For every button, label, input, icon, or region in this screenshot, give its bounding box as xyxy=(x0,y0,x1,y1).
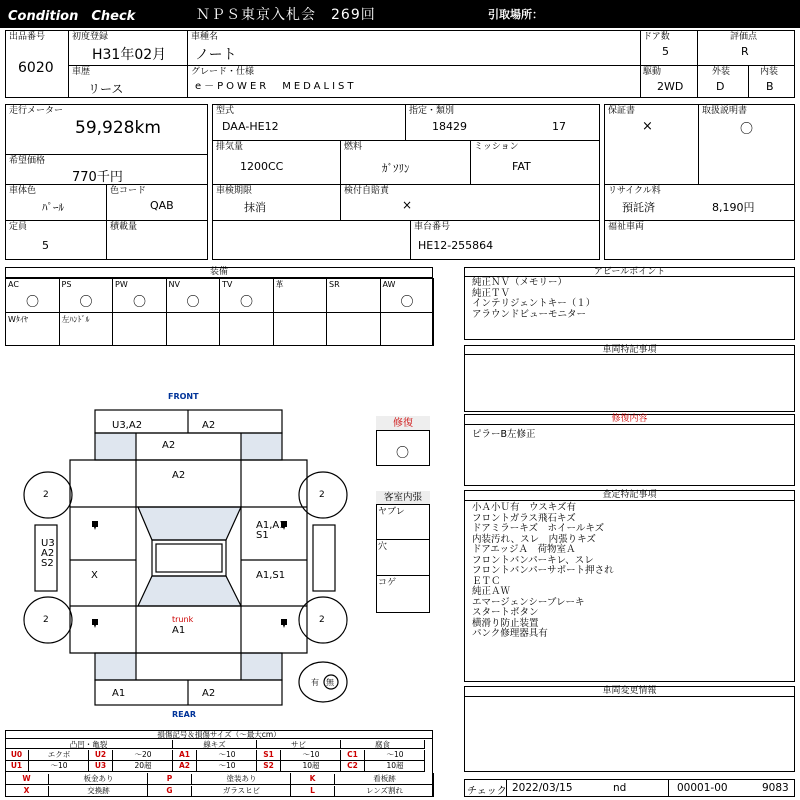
legend-meaning: ～10 xyxy=(302,750,320,759)
legend-symbol: W xyxy=(5,774,49,784)
header-title: Condition Check xyxy=(8,9,136,24)
repair-content-title: 修復内容 xyxy=(464,414,795,425)
inspection-note-line: ドアエッジＡ 荷物室Ａ xyxy=(472,544,576,555)
tire-rear-left: 2 xyxy=(43,615,49,625)
legend-symbol: L xyxy=(291,786,335,796)
repair-content: ピラーB左修正 xyxy=(472,429,536,440)
lot-number: 6020 xyxy=(18,60,54,76)
document-number: 9083 xyxy=(762,782,789,794)
pickup-label: 引取場所： xyxy=(488,8,543,21)
cabin-item-hole: 穴 xyxy=(378,542,388,552)
legend-symbol: K xyxy=(291,774,335,784)
cabin-item-burn: コゲ xyxy=(378,578,397,588)
inspection-note-line: ＥＴＣ xyxy=(472,575,501,587)
legend-symbol: C2 xyxy=(341,761,365,771)
equipment-label: PS xyxy=(61,280,72,289)
equipment-cell xyxy=(273,312,328,346)
front-bumper-damage: A2 xyxy=(162,440,176,451)
equipment-title: 装備 xyxy=(5,267,433,278)
rear-left-damage: A1 xyxy=(112,688,126,699)
appeal-title: アピールポイント xyxy=(464,267,795,277)
inspection-note-line: 純正ＡＷ xyxy=(472,586,511,597)
equipment-label: PW xyxy=(115,280,128,289)
change-info-title: 車両変更情報 xyxy=(464,686,795,697)
legend-meaning: 交換跡 xyxy=(87,786,110,795)
front-left-damage: U3,A2 xyxy=(112,420,143,431)
trunk-label: trunk xyxy=(172,615,194,624)
special-notes-panel xyxy=(464,345,795,412)
legend-symbol: U2 xyxy=(89,750,113,760)
specs-right xyxy=(604,104,795,260)
legend-meaning: 20超 xyxy=(134,761,152,770)
equipment-label: SR xyxy=(329,280,340,289)
left-side-damage: U3 A2 S2 xyxy=(41,538,55,569)
body-color: ﾊﾟｰﾙ xyxy=(42,201,64,214)
right-front-door-damage: A1,A1 xyxy=(256,520,286,531)
legend-meaning: ～20 xyxy=(134,750,152,759)
equipment-value: 〇 xyxy=(186,295,200,310)
legend-symbol: S2 xyxy=(257,761,281,771)
equipment-cell xyxy=(380,312,435,346)
inspector: nd xyxy=(613,782,627,794)
appeal-line: インテリジェントキー（１） xyxy=(472,298,596,309)
equipment-label: 革 xyxy=(275,280,284,289)
warranty: × xyxy=(642,119,653,134)
drive: 2WD xyxy=(657,80,684,93)
tire-rear-right: 2 xyxy=(319,615,325,625)
interior-grade: B xyxy=(766,80,774,93)
right-front-door-damage-2: S1 xyxy=(256,530,269,541)
legend-meaning: ガラスヒビ xyxy=(222,786,261,795)
equipment-value: 〇 xyxy=(240,295,254,310)
legend-meaning: 看板跡 xyxy=(373,774,396,783)
inspection-notes-lines xyxy=(472,503,614,640)
manual: 〇 xyxy=(740,122,754,137)
cabin-title: 客室内張 xyxy=(376,491,430,505)
grade: R xyxy=(741,45,749,58)
equipment-row2-label: Wﾀｲﾔ xyxy=(8,315,28,324)
header-bar xyxy=(0,0,800,28)
front-label: FRONT xyxy=(168,392,199,401)
inspection-note-line: フロントバンパーキレ、スレ xyxy=(472,554,594,566)
legend-meaning: ～10 xyxy=(386,750,404,759)
equipment-label: NV xyxy=(168,280,180,289)
inspection-note-line: 内装汚れ、スレ 内張りキズ xyxy=(472,533,596,545)
history: リース xyxy=(88,82,124,96)
legend-symbol: X xyxy=(5,786,49,796)
tire-front-left: 2 xyxy=(43,490,49,500)
fuel: ｶﾞｿﾘﾝ xyxy=(382,162,410,175)
desired-price: 770千円 xyxy=(72,170,123,185)
inspection-notes-title: 査定特記事項 xyxy=(464,490,795,501)
spare-label: 有 xyxy=(311,678,319,687)
car-diagram xyxy=(0,390,370,720)
equipment-cell xyxy=(166,312,221,346)
capacity: 5 xyxy=(42,239,49,252)
color-code: QAB xyxy=(150,199,174,212)
legend-meaning: ～10 xyxy=(218,750,236,759)
left-rear-door-damage: X xyxy=(91,570,98,581)
car-name: ノート xyxy=(195,47,237,63)
equipment-row2-label: 左ﾊﾝﾄﾞﾙ xyxy=(61,315,90,324)
mileage: 59,928km xyxy=(75,118,161,138)
legend-meaning: 塗装あり xyxy=(226,774,257,783)
legend-header: サビ xyxy=(257,740,341,749)
front-right-damage: A2 xyxy=(202,420,216,431)
legend-symbol: P xyxy=(148,774,192,784)
displacement: 1200CC xyxy=(240,160,284,173)
legend-header: 腐食 xyxy=(341,740,425,749)
auction-name: ＮＰＳ東京入札会 269回 xyxy=(196,7,376,23)
document-code: 00001-00 xyxy=(677,782,728,794)
repair-label: 修復 xyxy=(376,416,430,431)
appeal-line: 純正ＮＶ（メモリー） xyxy=(472,277,568,288)
legend-meaning: エクボ xyxy=(47,750,71,759)
appeal-line: 純正ＴＶ xyxy=(472,287,511,299)
equipment-value: 〇 xyxy=(133,295,147,310)
equipment-label: TV xyxy=(222,280,233,289)
legend-meaning: 10超 xyxy=(386,761,404,770)
trunk-damage: A1 xyxy=(172,625,186,636)
inspection-note-line: パンク修理器具有 xyxy=(472,628,548,639)
inspection-note-line: フロントバンパーサポート押され xyxy=(472,565,614,576)
trim: e－POWER MEDALIST xyxy=(195,81,357,92)
exterior-grade: D xyxy=(716,80,725,93)
doors: 5 xyxy=(662,45,669,58)
equipment-value: 〇 xyxy=(79,295,93,310)
repair-value: 〇 xyxy=(396,446,410,461)
tire-front-right: 2 xyxy=(319,490,325,500)
inspection-note-line: 小Ａ小Ｕ有 ウスキズ有 xyxy=(472,502,577,513)
equipment-label: AW xyxy=(382,280,396,289)
check-date: 2022/03/15 xyxy=(512,782,573,794)
legend-title: 損傷記号＆損傷サイズ（～最大cm） xyxy=(5,730,433,739)
check-label: チェック xyxy=(467,786,507,797)
equipment-cell xyxy=(112,312,167,346)
inspection-expiry: 抹消 xyxy=(244,201,266,214)
equipment-value: 〇 xyxy=(26,295,40,310)
spare-value: 無 xyxy=(326,678,334,687)
legend-meaning: 10超 xyxy=(302,761,320,770)
change-info-panel xyxy=(464,686,795,772)
special-notes-title: 車両特記事項 xyxy=(464,345,795,355)
legend-meaning: ～10 xyxy=(50,761,68,770)
legend-meaning: 板金あり xyxy=(83,774,114,783)
legend-meaning: ～10 xyxy=(218,761,236,770)
transmission: FAT xyxy=(512,160,531,173)
right-rear-door-damage: A1,S1 xyxy=(256,570,286,581)
rear-right-damage: A2 xyxy=(202,688,216,699)
inspection-note-line: 横滑り防止装置 xyxy=(472,617,539,629)
liability-insurance: × xyxy=(402,198,413,212)
inspection-note-line: ドアミラーキズ ホイールキズ xyxy=(472,523,605,534)
legend-symbol: U3 xyxy=(89,761,113,771)
legend-symbol: A1 xyxy=(173,750,197,760)
recycle-fee: 8,190円 xyxy=(712,201,755,214)
equipment-label: AC xyxy=(8,280,19,289)
legend-symbol: A2 xyxy=(173,761,197,771)
hood-damage: A2 xyxy=(172,470,186,481)
legend-header: 線キズ xyxy=(173,740,257,749)
recycle-status: 預託済 xyxy=(622,201,655,214)
legend-header: 凸凹・亀裂 xyxy=(5,740,173,749)
appeal-line: アラウンドビューモニター xyxy=(472,308,587,320)
cabin-item-tear: ヤブレ xyxy=(378,507,405,517)
rear-label: REAR xyxy=(172,710,196,719)
equipment-cell xyxy=(326,312,381,346)
class-number-2: 17 xyxy=(552,120,566,133)
equipment-cell xyxy=(219,312,274,346)
model-code: DAA-HE12 xyxy=(222,120,279,133)
inspection-note-line: スタートボタン xyxy=(472,607,539,618)
legend-meaning: レンズ割れ xyxy=(365,786,404,795)
legend-symbol: U1 xyxy=(5,761,29,771)
equipment-value: 〇 xyxy=(400,295,414,310)
legend-symbol: G xyxy=(148,786,192,796)
class-number-1: 18429 xyxy=(432,120,467,133)
appeal-lines xyxy=(472,278,595,320)
legend-symbol: U0 xyxy=(5,750,29,760)
chassis-number: HE12-255864 xyxy=(418,239,494,252)
legend-symbol: C1 xyxy=(341,750,365,760)
inspection-note-line: フロントガラス飛石キズ xyxy=(472,512,576,524)
first-registration: H31年02月 xyxy=(92,47,167,63)
legend-symbol: S1 xyxy=(257,750,281,760)
inspection-note-line: エマージェンシーブレーキ xyxy=(472,596,585,608)
